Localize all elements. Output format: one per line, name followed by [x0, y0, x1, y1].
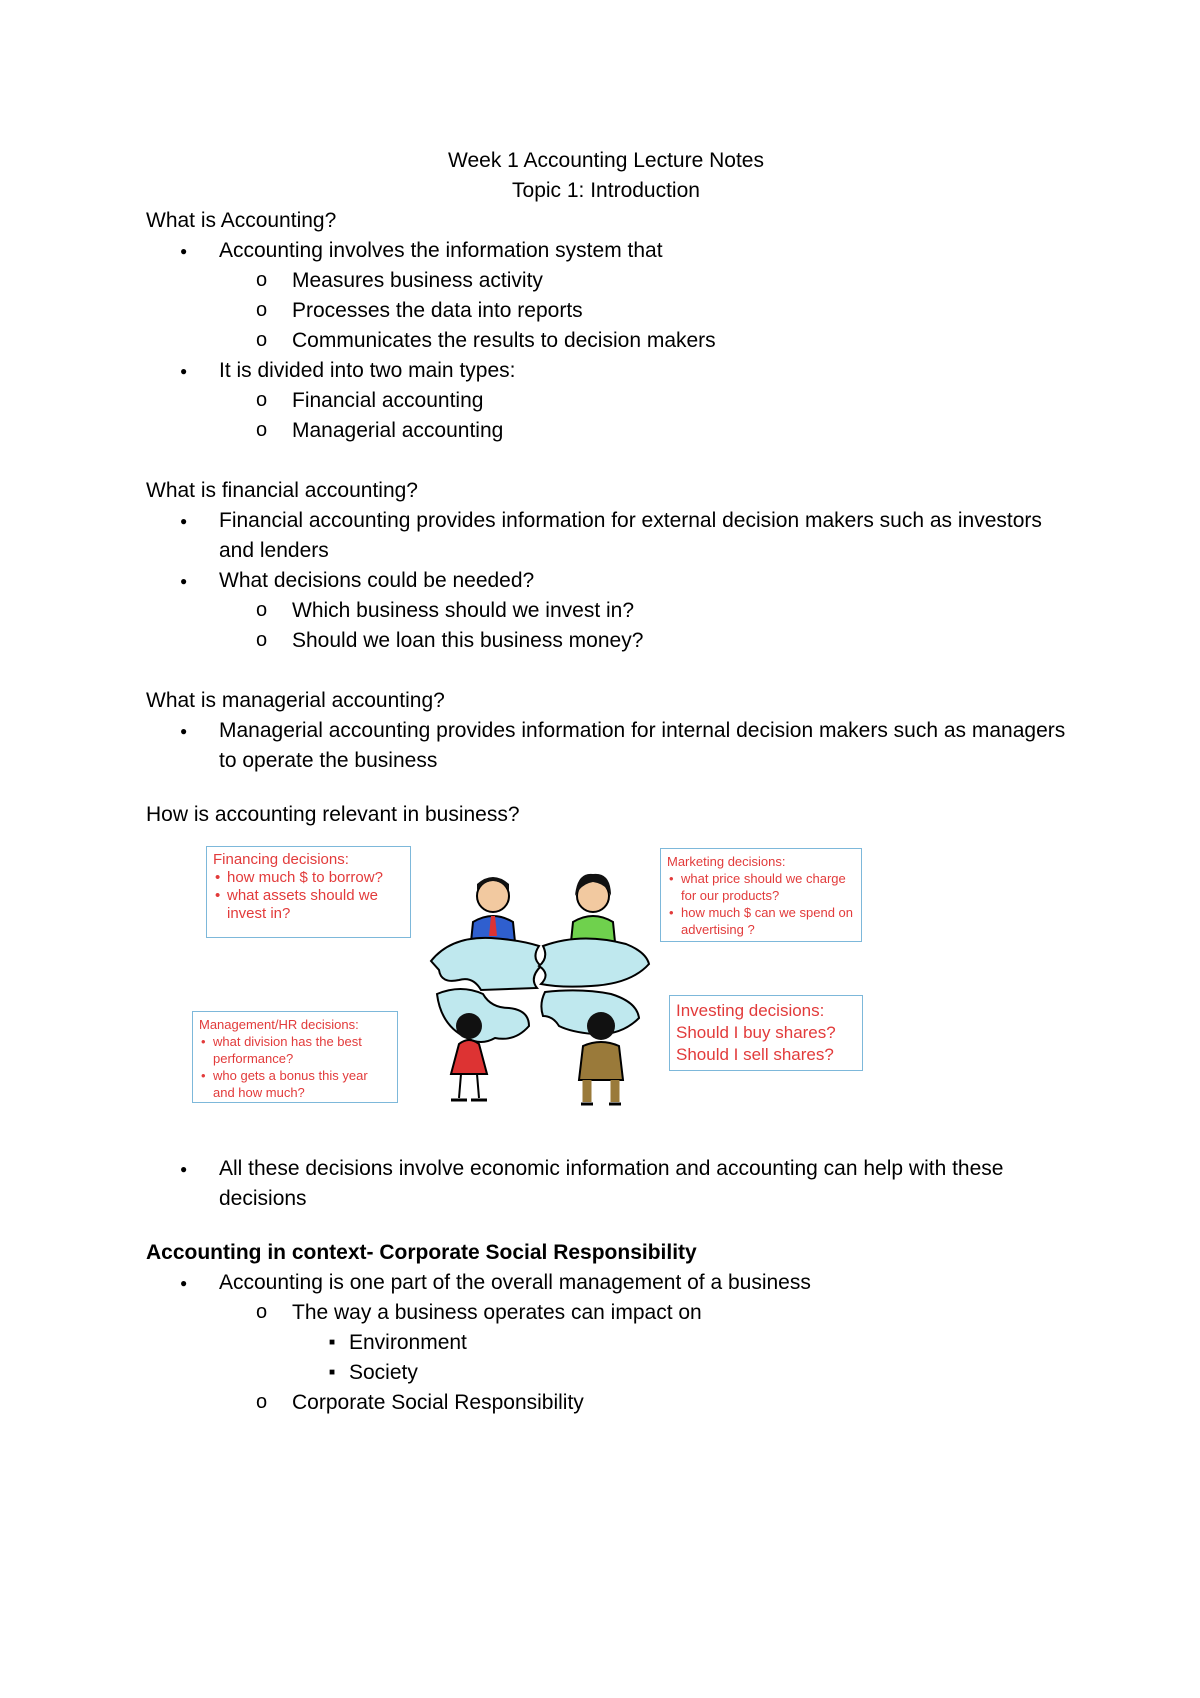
list-managerial: [146, 716, 1066, 776]
list-item: o Communicates the results to decision makers: [146, 326, 1066, 356]
financing-title: Financing decisions:: [213, 851, 349, 868]
list-item: o Should we loan this business money?: [146, 626, 1066, 656]
marketing-decisions-box: [660, 848, 862, 942]
list-item: o Which business should we invest in?: [146, 596, 1066, 626]
investing-line: Should I buy shares?: [676, 1023, 836, 1042]
list-item: o Financial accounting: [146, 386, 1066, 416]
marketing-item: • what price should we charge for our products?: [667, 870, 855, 904]
list-item: o Processes the data into reports: [146, 296, 1066, 326]
investing-decisions-box: [669, 995, 863, 1071]
lecture-notes: [146, 146, 1066, 1418]
person-green-icon: [571, 874, 615, 942]
puzzle-people-illustration: [411, 866, 671, 1106]
management-item: • what division has the best performance?: [199, 1033, 391, 1067]
list-item: o Managerial accounting: [146, 416, 1066, 446]
person-blue-icon: [471, 877, 515, 942]
list-item: o Measures business activity: [146, 266, 1066, 296]
person-red-icon: [451, 1013, 487, 1100]
list-item: ● What decisions could be needed?: [146, 566, 1066, 596]
management-title: Management/HR decisions:: [199, 1017, 359, 1032]
management-decisions-box: [192, 1011, 398, 1103]
list-item: ● Financial accounting provides information for external decision makers such as investors and lenders: [146, 506, 1066, 566]
list-item: ■ Society: [146, 1358, 1066, 1388]
financing-decisions-box: [206, 846, 411, 938]
list-item: ● All these decisions involve economic information and accounting can help with these decisions: [146, 1154, 1066, 1214]
financing-item: • how much $ to borrow?: [213, 869, 404, 887]
heading-csr: Accounting in context- Corporate Social Responsibility: [146, 1241, 697, 1264]
investing-title: Investing decisions:: [676, 1001, 825, 1020]
heading-what-is-accounting: What is Accounting?: [146, 209, 337, 232]
list-item: o The way a business operates can impact on: [146, 1298, 1066, 1328]
list-item: o Corporate Social Responsibility: [146, 1388, 1066, 1418]
document-subtitle: Topic 1: Introduction: [512, 179, 700, 202]
document-title: Week 1 Accounting Lecture Notes: [448, 149, 764, 172]
list-item: ● Accounting is one part of the overall management of a business: [146, 1268, 1066, 1298]
list-item: ● It is divided into two main types:: [146, 356, 1066, 386]
list-accounting: [146, 236, 1066, 446]
decisions-illustration: [146, 846, 1066, 1136]
heading-financial-accounting: What is financial accounting?: [146, 479, 418, 502]
marketing-item: • how much $ can we spend on advertising ?: [667, 904, 855, 938]
heading-managerial-accounting: What is managerial accounting?: [146, 689, 445, 712]
management-item: • who gets a bonus this year and how much?: [199, 1067, 391, 1101]
list-item: ● Managerial accounting provides information for internal decision makers such as managers to operate the business: [146, 716, 1066, 776]
list-item: ● Accounting involves the information system that: [146, 236, 1066, 266]
financing-item: • what assets should we invest in?: [213, 887, 404, 923]
list-financial: [146, 506, 1066, 656]
investing-line: Should I sell shares?: [676, 1045, 834, 1064]
list-relevance: [146, 1154, 1066, 1214]
heading-relevance: How is accounting relevant in business?: [146, 803, 520, 826]
list-item: ■ Environment: [146, 1328, 1066, 1358]
list-csr: [146, 1268, 1066, 1418]
marketing-title: Marketing decisions:: [667, 854, 786, 869]
